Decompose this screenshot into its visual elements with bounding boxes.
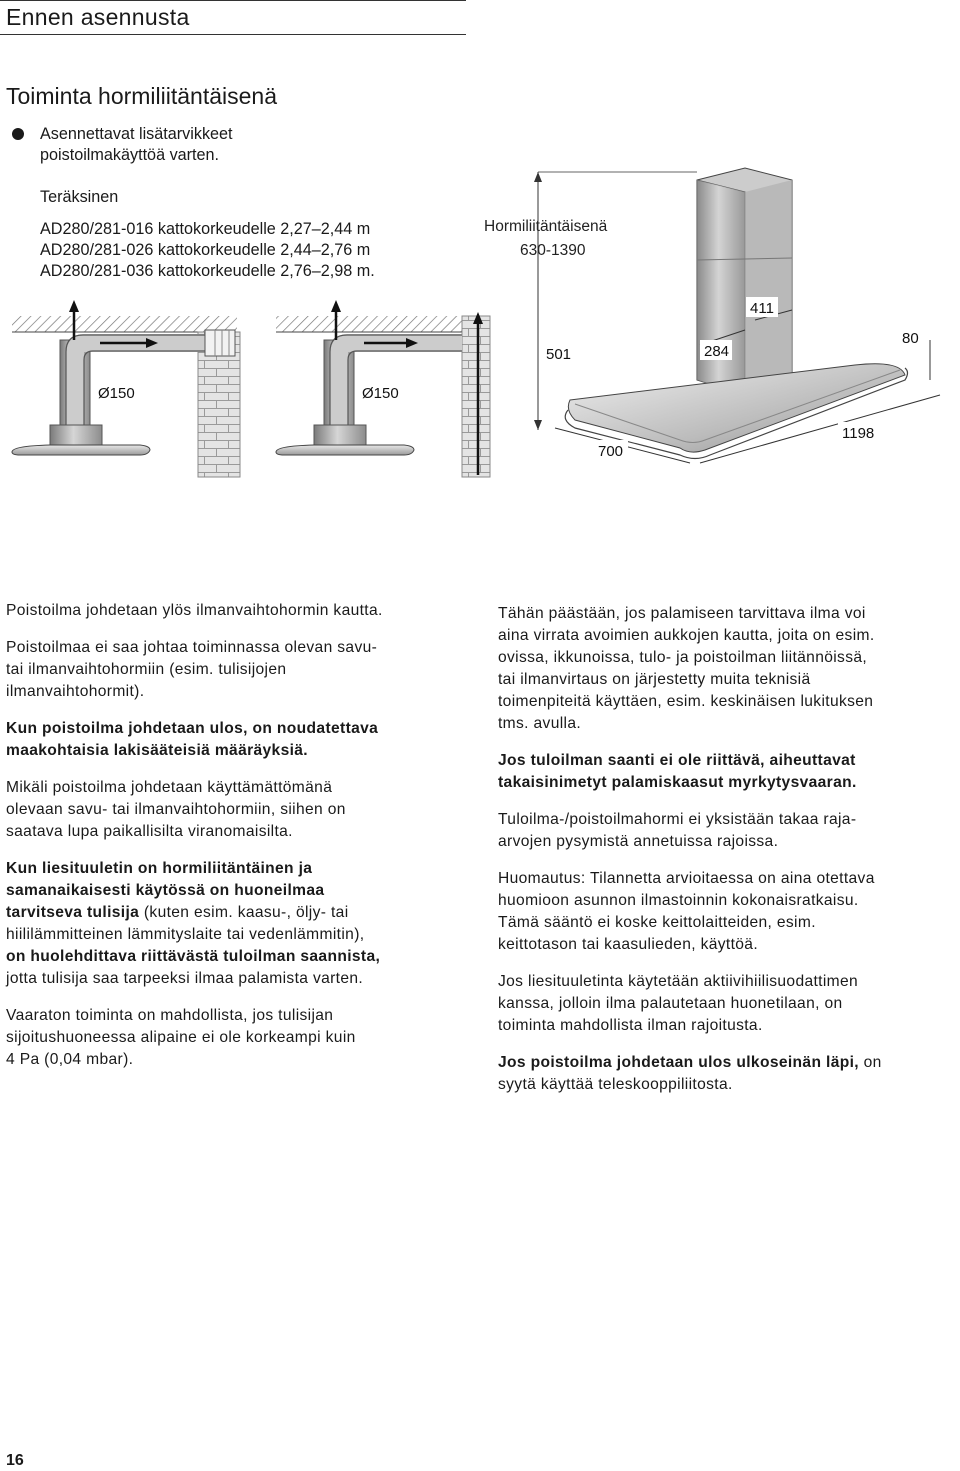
paragraph — [6, 1005, 461, 1071]
paragraph — [6, 777, 461, 843]
text-line: Huomautus: Tilannetta arvioitaessa on aina otettava — [498, 870, 875, 887]
right-column — [498, 603, 960, 1111]
text-line: aina virrata avoimien aukkojen kautta, joita on esim. — [498, 627, 875, 644]
model-desc: kattokorkeudelle 2,27–2,44 m — [157, 220, 371, 238]
diagram-vertical-duct-1 — [12, 300, 240, 477]
text-line: tms. avulla. — [498, 715, 582, 732]
page-header — [6, 2, 466, 37]
text-line: tai ilmanvaihtohormiin (esim. tulisijojen — [6, 661, 287, 678]
page-number: 16 — [6, 1452, 24, 1469]
paragraph — [498, 971, 960, 1037]
model-code: AD280/281-026 — [40, 241, 154, 259]
accessories-intro-line2: poistoilmakäyttöä varten. — [40, 146, 220, 164]
duct-diameter-label-2: Ø150 — [362, 385, 399, 402]
text-line: Vaaraton toiminta on mahdollista, jos tulisijan — [6, 1007, 334, 1024]
text-line-bold: samanaikaisesti käytössä on huoneilmaa — [6, 882, 325, 899]
text-line: Tämä sääntö ei koske keittolaitteiden, esim. — [498, 914, 816, 931]
text-line: olevaan savu- tai ilmanvaihtohormiin, siihen on — [6, 801, 346, 818]
text-line: Tähän päästään, jos palamiseen tarvittava ilma voi — [498, 605, 866, 622]
header-top-rule — [0, 0, 466, 1]
text-line: 4 Pa (0,04 mbar). — [6, 1051, 134, 1068]
paragraph — [498, 809, 960, 853]
diagram-vertical-duct-2 — [276, 300, 490, 477]
paragraph — [498, 868, 960, 956]
text-line-bold: Kun liesituuletin on hormiliitäntäinen ja — [6, 860, 313, 877]
material-label: Teräksinen — [40, 188, 119, 206]
paragraph — [6, 637, 461, 703]
dimension-284: 284 — [704, 343, 730, 360]
bullet-icon — [12, 128, 24, 140]
text-line: syytä käyttää teleskooppiliitosta. — [498, 1076, 733, 1093]
dimension-1198: 1198 — [842, 425, 875, 442]
text-line: Kun poistoilma johdetaan ulos, on noudatettava — [6, 720, 379, 737]
text-line: Tuloilma-/poistoilmahormi ei yksistään takaa raja- — [498, 811, 857, 828]
text-line: ovissa, ikkunoissa, tulo- ja poistoilman liitännöissä, — [498, 649, 868, 666]
paragraph-bold — [498, 750, 960, 794]
text-line: Jos liesituuletinta käytetään aktiivihiilisuodattimen — [498, 973, 859, 990]
text-line: Poistoilmaa ei saa johtaa toiminnassa olevan savu- — [6, 639, 378, 656]
text-line: toimenpiteitä käyttäen, esim. keskinäisen lukituksen — [498, 693, 874, 710]
text-line: huomioon asunnon ilmastoinnin kokonaisratkaisu. — [498, 892, 859, 909]
diagram-hood-dimensions — [484, 168, 940, 463]
dimension-80: 80 — [902, 330, 919, 347]
paragraph — [498, 1052, 960, 1096]
model-code: AD280/281-016 — [40, 220, 154, 238]
text-line: jotta tulisija saa tarpeeksi ilmaa palamista varten. — [6, 970, 364, 987]
chimney-label-line1: Hormiliitäntäisenä — [484, 218, 608, 235]
paragraph — [6, 600, 461, 622]
page-title: Ennen asennusta — [6, 4, 190, 30]
text-line: Poistoilma johdetaan ylös ilmanvaihtohormin kautta. — [6, 602, 383, 619]
text-line: takaisinimetyt palamiskaasut myrkytysvaaran. — [498, 774, 857, 791]
model-desc: kattokorkeudelle 2,76–2,98 m. — [157, 262, 375, 280]
model-desc: kattokorkeudelle 2,44–2,76 m — [157, 241, 371, 259]
dimension-700: 700 — [598, 443, 624, 460]
text-line: sijoitushuoneessa alipaine ei ole korkeampi kuin — [6, 1029, 356, 1046]
installation-diagram — [0, 160, 960, 490]
text-line: keittotason tai kaasulieden, käyttöä. — [498, 936, 759, 953]
text-line-bold: Jos poistoilma johdetaan ulos ulkoseinän läpi, — [498, 1054, 859, 1071]
text-line-bold: tarvitseva tulisija — [6, 904, 140, 921]
text-line: kanssa, jolloin ilma palautetaan huonetilaan, on — [498, 995, 843, 1012]
paragraph — [498, 603, 960, 735]
header-rule — [0, 34, 466, 35]
text-line: hiililämmitteinen lämmityslaite tai vedenlämmitin), — [6, 926, 365, 943]
text-line: Mikäli poistoilma johdetaan käyttämättömänä — [6, 779, 333, 796]
chimney-label-line2: 630-1390 — [520, 242, 586, 259]
text-line: on — [858, 1054, 882, 1071]
accessories-intro-line1: Asennettavat lisätarvikkeet — [40, 125, 233, 143]
paragraph-warning — [6, 858, 461, 990]
text-line: tai ilmanvirtaus on järjestetty muita teknisiä — [498, 671, 811, 688]
model-code: AD280/281-036 — [40, 262, 154, 280]
section-title: Toiminta hormiliitäntäisenä — [6, 83, 278, 109]
text-line: toiminta mahdollista ilman rajoitusta. — [498, 1017, 763, 1034]
text-line: arvojen pysymistä annetuissa rajoissa. — [498, 833, 779, 850]
text-line-bold: on huolehdittava riittävästä tuloilman saannista, — [6, 948, 381, 965]
text-line: (kuten esim. kaasu-, öljy- tai — [139, 904, 349, 921]
text-line: ilmanvaihtohormit). — [6, 683, 145, 700]
left-column — [6, 600, 461, 1086]
dimension-501: 501 — [546, 346, 572, 363]
paragraph-bold — [6, 718, 461, 762]
dimension-411: 411 — [750, 300, 774, 317]
text-line: saatava lupa paikallisilta viranomaisilta. — [6, 823, 293, 840]
text-line: maakohtaisia lakisääteisiä määräyksiä. — [6, 742, 308, 759]
duct-diameter-label-1: Ø150 — [98, 385, 135, 402]
text-line: Jos tuloilman saanti ei ole riittävä, aiheuttavat — [498, 752, 856, 769]
